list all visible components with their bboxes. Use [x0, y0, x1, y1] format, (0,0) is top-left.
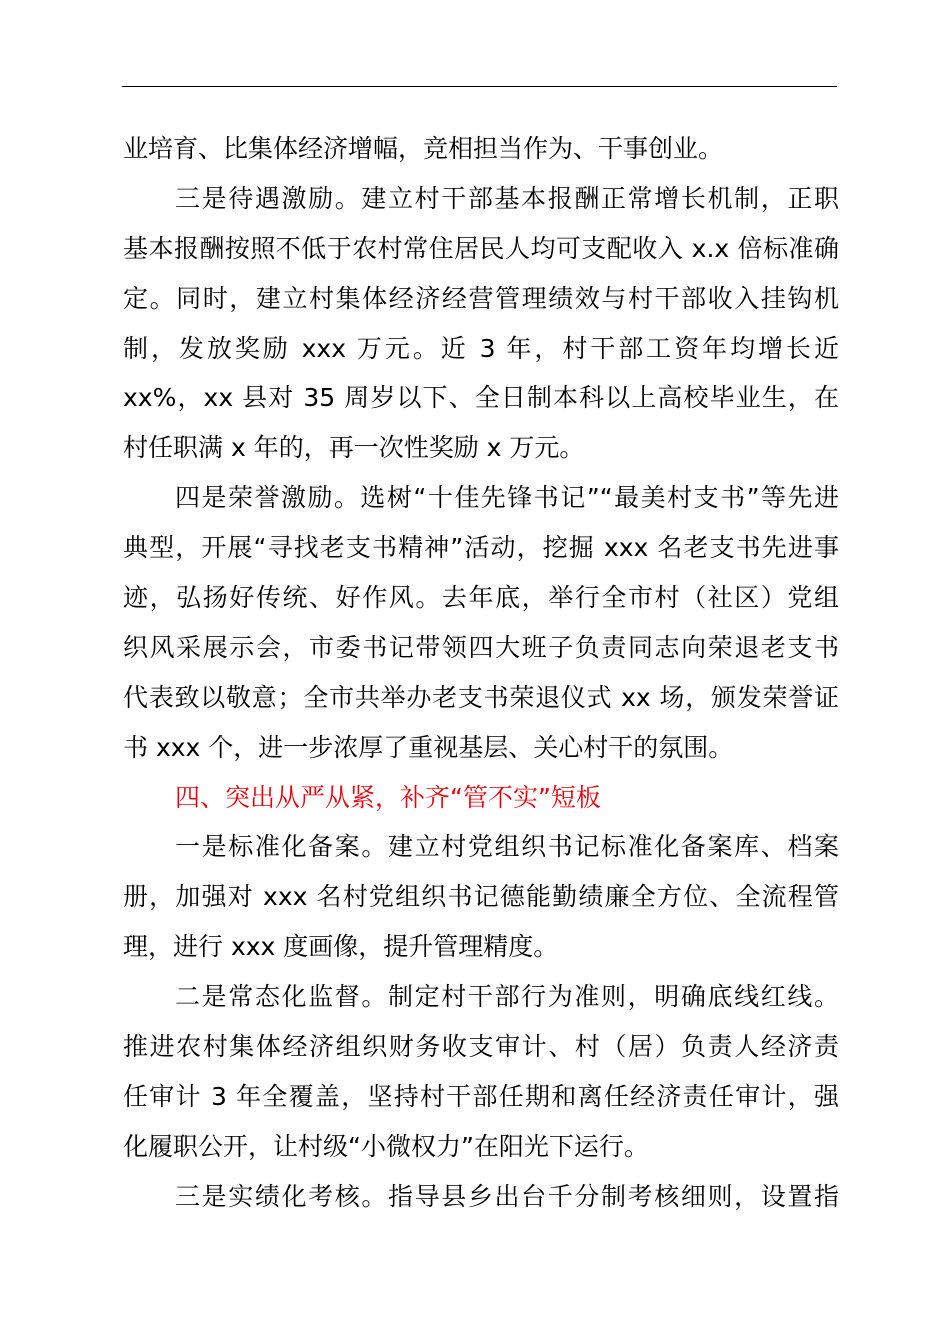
paragraph-line: 三是实绩化考核。指导县乡出台千分制考核细则，设置指: [175, 1181, 839, 1211]
paragraph-line: 典型，开展“寻找老支书精神”活动，挖掘 xxx 名老支书先进事: [123, 533, 839, 563]
paragraph-line: 理，进行 xxx 度画像，提升管理精度。: [123, 932, 559, 962]
body-text: [123, 124, 839, 1222]
paragraph-line: 制，发放奖励 xxx 万元。近 3 年，村干部工资年均增长近: [123, 333, 839, 363]
paragraph-line: 业培育、比集体经济增幅，竞相担当作为、干事创业。: [123, 134, 724, 163]
section-heading: 四、突出从严从紧，补齐“管不实”短板: [175, 782, 601, 812]
paragraph-line: 代表致以敬意；全市共举办老支书荣退仪式 xx 场，颁发荣誉证: [123, 682, 839, 712]
paragraph-line: 册，加强对 xxx 名村党组织书记德能勤绩廉全方位、全流程管: [123, 882, 839, 912]
paragraph-line: 任审计 3 年全覆盖，坚持村干部任期和离任经济责任审计，强: [123, 1081, 839, 1111]
paragraph-line: 书 xxx 个，进一步浓厚了重视基层、关心村干的氛围。: [123, 732, 734, 762]
paragraph-line: 基本报酬按照不低于农村常住居民人均可支配收入 x.x 倍标准确: [123, 233, 839, 263]
paragraph-line: 村任职满 x 年的，再一次性奖励 x 万元。: [123, 433, 585, 463]
header-rule: [122, 86, 837, 87]
paragraph-line: xx%，xx 县对 35 周岁以下、全日制本科以上高校毕业生，在: [123, 383, 839, 413]
paragraph-line: 一是标准化备案。建立村党组织书记标准化备案库、档案: [175, 832, 839, 862]
paragraph-line: 三是待遇激励。建立村干部基本报酬正常增长机制，正职: [175, 183, 839, 213]
paragraph-line: 四是荣誉激励。选树“十佳先锋书记”“最美村支书”等先进: [175, 483, 839, 513]
paragraph-line: 推进农村集体经济组织财务收支审计、村（居）负责人经济责: [123, 1032, 839, 1062]
paragraph-line: 定。同时，建立村集体经济经营管理绩效与村干部收入挂钩机: [123, 283, 839, 313]
paragraph-line: 二是常态化监督。制定村干部行为准则，明确底线红线。: [175, 982, 839, 1012]
paragraph-line: 织风采展示会，市委书记带领四大班子负责同志向荣退老支书: [123, 632, 839, 662]
paragraph-line: 迹，弘扬好传统、好作风。去年底，举行全市村（社区）党组: [123, 583, 839, 613]
paragraph-line: 化履职公开，让村级“小微权力”在阳光下运行。: [123, 1131, 649, 1161]
